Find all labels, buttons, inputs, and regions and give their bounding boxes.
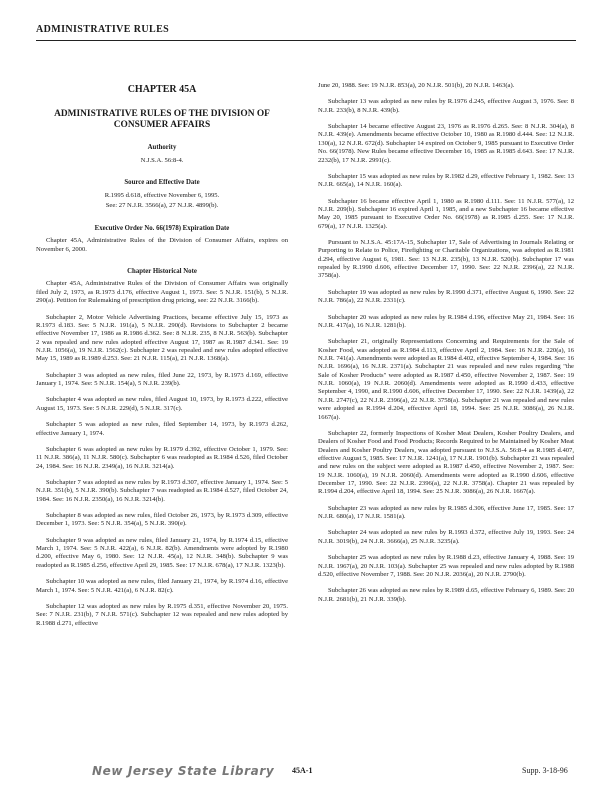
history-paragraph: Subchapter 16 became effective April 1, 1980 as R.1980 d.111. See: 11 N.J.R. 577(a), 12 N.J.R. 209(b). Subchapter 16 expired April 1, 1985, and a new Subchapter 16 became effective May 20, 1985 pursuant to Executive Order No. 66(1978) as R.1985 d.255. See: 17 N.J.R. 679(a), 17 N.J.R. 1325(a). [318,197,574,230]
history-paragraph: Subchapter 25 was adopted as new rules by R.1988 d.23, effective January 4, 1988. See: 19 N.J.R. 1967(a), 20 N.J.R. 103(a). Subchapter 25 was repealed and new rules adopted by R.1988 d.520, effective November 7, 1988. See: 20 N.J.R. 2036(a), 20 N.J.R. 2790(b). [318,554,574,578]
history-paragraph: Subchapter 2, Motor Vehicle Advertising Practices, became effective July 15, 1973 as R.1973 d.183. See: 5 N.J.R. 191(a), 5 N.J.R. 290(d). Revisions to Subchapter 2 became effective November 17, 1986 as R.1986 d.362. See: 8 N.J.R. 235, 8 N.J.R. 563(b). Subchapter 2 was repealed and new rules adopted effective August 17, 1987 as R.1987 d.341. See: 19 N.J.R. 1056(a), 19 N.J.R. 1562(c). Subchapter 2 was repealed and new rules adopted effective May 15, 1989 as R.1989 d.253. See: 21 N.J.R. 115(a), 21 N.J.R. 1368(a). [36,313,288,363]
source-section [36,179,288,210]
history-paragraph: Subchapter 20 was adopted as new rules by R.1984 d.196, effective May 21, 1984. See: 16 N.J.R. 417(a), 16 N.J.R. 1281(b). [318,313,574,329]
history-heading: Chapter Historical Note [127,267,197,275]
running-header: ADMINISTRATIVE RULES [36,24,170,35]
left-column [36,84,288,636]
history-paragraph: Chapter 45A, Administrative Rules of the Division of Consumer Affairs was originally filed July 2, 1973, as R.1973 d.176, effective August 1, 1973. See: 5 N.J.R. 151(b), 5 N.J.R. 290(a). Petition for Rulemaking of prescription drug pricing, see: 22 N.J.R. 3166(b). [36,280,288,305]
right-column [318,82,574,612]
history-paragraph: Subchapter 15 was adopted as new rules by R.1982 d.29, effective February 1, 1982. See: 13 N.J.R. 665(a), 14 N.J.R. 160(a). [318,172,574,189]
history-paragraph: Subchapter 6 was adopted as new rules by R.1979 d.392, effective October 1, 1979. See: 11 N.J.R. 386(a), 11 N.J.R. 580(c). Subchapter 6 was readopted as R.1984 d.526, filed October 24, 1984. See: 16 N.J.R. 2349(a), 16 N.J.R. 3214(a). [36,445,288,470]
page-number: 45A-1 [292,766,313,775]
source-line-2: See: 27 N.J.R. 3566(a), 27 N.J.R. 4899(b). [105,202,219,210]
history-paragraph: Subchapter 3 was adopted as new rules, filed June 22, 1973, by R.1973 d.169, effective January 1, 1974. See: 5 N.J.R. 154(a), 5 N.J.R. 239(b). [36,371,288,388]
source-line-1: R.1995 d.618, effective November 6, 1995. [104,191,220,199]
source-heading: Source and Effective Date [124,179,200,187]
chapter-title: ADMINISTRATIVE RULES OF THE DIVISION OF CONSUMER AFFAIRS [54,108,270,131]
history-paragraph: Subchapter 26 was adopted as new rules by R.1989 d.65, effective February 6, 1989. See: 20 N.J.R. 2681(b), 21 N.J.R. 339(b). [318,587,574,603]
chapter-label: CHAPTER 45A [127,84,197,95]
history-paragraph: Subchapter 24 was adopted as new rules by R.1993 d.372, effective July 19, 1993. See: 24 N.J.R. 3019(b), 24 N.J.R. 3666(a), 25 N.J.R. 3235(a). [318,529,574,545]
expiration-section [36,225,288,254]
authority-heading: Authority [147,144,177,152]
history-right-paragraphs [318,82,574,604]
history-paragraph: Subchapter 10 was adopted as new rules, filed January 21, 1974, by R.1974 d.16, effective March 1, 1974. See: 5 N.J.R. 421(a), 6 N.J.R. 82(c). [36,578,288,594]
history-paragraph: Subchapter 21, originally Representations Concerning and Requirements for the Sale of Kosher Food, was adopted as R.1984 d.113, effective April 2, 1984. See: 16 N.J.R. 220(a), 16 N.J.R. 741(a). Amendments were adopted as R.1984 d.402, effective September 4, 1984. See: 16 N.J.R. 1696(a), 16 N.J.R. 2371(a). Subchapter 21 was repealed and new rules regarding "the Sale of Kosher Products" were adopted as R.1987 d.450, effective November 2, 1987. See: 19 N.J.R. 1060(a), 19 N.J.R. 2060(d). Amendments were adopted as R.1990 d.433, effective September 4, 1990, and R.1990 d.606, effective December 17, 1990. See: 22 N.J.R. 1439(a), 22 N.J.R. 2747(c), 22 N.J.R. 2396(a), 22 N.J.R. 3758(a). Subchapter 21 was repealed and new rules were adopted as R.1994 d.204, effective April 18, 1994. See: 25 N.J.R. 3086(a), 26 N.J.R. 1667(a). [318,338,574,421]
history-paragraph: Subchapter 4 was adopted as new rules, filed August 10, 1973, by R.1973 d.222, effective August 15, 1973. See: 5 N.J.R. 229(d), 5 N.J.R. 317(c). [36,396,288,412]
history-paragraph: Subchapter 12 was adopted as new rules by R.1975 d.351, effective November 20, 1975. See: 7 N.J.R. 231(b), 7 N.J.R. 571(c). Subchapter 12 was repealed and new rules adopted by R.1988 d.271, effective [36,602,288,627]
authority-section [36,144,288,165]
history-paragraph: Subchapter 5 was adopted as new rules, filed September 14, 1973, by R.1973 d.262, effective January 1, 1974. [36,421,288,437]
authority-text: N.J.S.A. 56:8-4. [140,156,184,164]
expiration-text: Chapter 45A, Administrative Rules of the Division of Consumer Affairs, expires on November 6, 2000. [36,237,288,253]
history-paragraph: Subchapter 14 became effective August 23, 1976 as R.1976 d.265. See: 8 N.J.R. 304(a), 8 N.J.R. 439(e). Amendments became effective October 10, 1980 as R.1980 d.444. See: 12 N.J.R. 130(a), 12 N.J.R. 672(d). Subchapter 14 expired on October 9, 1985 pursuant to Executive Order No. 66(1978). New Rules became effective December 16, 1985 as R.1985 d.643. See: 17 N.J.R. 2232(b), 17 N.J.R. 2991(c). [318,123,574,164]
history-paragraph: June 20, 1988. See: 19 N.J.R. 853(a), 20 N.J.R. 501(b), 20 N.J.R. 1463(a). [318,82,515,89]
expiration-heading: Executive Order No. 66(1978) Expiration Date [94,224,230,232]
supplement-date: Supp. 3-18-96 [522,766,568,775]
header-rule [36,40,576,41]
history-paragraph: Subchapter 23 was adopted as new rules by R.1985 d.306, effective June 17, 1985. See: 17 N.J.R. 680(a), 17 N.J.R. 1581(a). [318,504,574,521]
history-left-paragraphs [36,280,288,628]
history-paragraph: Subchapter 9 was adopted as new rules, filed January 21, 1974, by R.1974 d.15, effective March 1, 1974. See: 5 N.J.R. 422(a), 6 N.J.R. 82(b). Amendments were adopted by R.1980 d.200, effective May 6, 1980. See: 12 N.J.R. 45(a), 12 N.J.R. 348(b). Subchapter 9 was readopted as R.1985 d.256, effective April 29, 1985. See: 17 N.J.R. 678(a), 17 N.J.R. 1323(b). [36,536,288,569]
history-paragraph: Subchapter 7 was adopted as new rules by R.1973 d.307, effective January 1, 1974. See: 5 N.J.R. 351(b), 5 N.J.R. 390(b). Subchapter 7 was readopted as R.1984 d.527, filed October 24, 1984. See: 16 N.J.R. 2350(a), 16 N.J.R. 3214(b). [36,478,288,503]
history-paragraph: Pursuant to N.J.S.A. 45:17A-15, Subchapter 17, Sale of Advertising in Journals Relating or Purporting to Relate to Police, Firefighting or Charitable Organizations, was adopted as R.1981 d.294, effective August 6, 1981. See: 13 N.J.R. 235(b), 13 N.J.R. 520(b). Subchapter 17 was repealed by R.1990 d.606, effective December 17, 1990. See: 22 N.J.R. 2396(a), 22 N.J.R. 3758(a). [318,239,574,280]
library-watermark: New Jersey State Library [92,764,275,778]
history-paragraph: Subchapter 22, formerly Inspections of Kosher Meat Dealers, Kosher Poultry Dealers, and Dealers of Kosher Food and Food Products; Records Required to be Maintained by Kosher Meat Dealers and Kosher Poultry Dealers, was adopted pursuant to N.J.S.A. 56:8-4 as R.1985 d.407, effective August 5, 1985. See: 17 N.J.R. 1241(a), 17 N.J.R. 1901(b). Subchapter 21 was repealed and new rules on the subject were adopted as R.1987 d.450, effective November 2, 1987. See: 19 N.J.R. 1060(a), 19 N.J.R. 2060(d). Amendments were adopted as R.1990 d.606, effective December 17, 1990. See: 22 N.J.R. 2396(a), 22 N.J.R. 3758(a). Chapter 21 was repealed by R.1994 d.204, effective April 18, 1994. See: 25 N.J.R. 3086(a), 26 N.J.R. 1667(a). [318,429,574,496]
history-paragraph: Subchapter 8 was adopted as new rules, filed October 26, 1973, by R.1973 d.309, effective December 1, 1973. See: 5 N.J.R. 354(a), 5 N.J.R. 390(e). [36,512,288,528]
history-paragraph: Subchapter 13 was adopted as new rules by R.1976 d.245, effective August 3, 1976. See: 8 N.J.R. 233(b), 8 N.J.R. 439(b). [318,98,574,114]
history-paragraph: Subchapter 19 was adopted as new rules by R.1990 d.371, effective August 6, 1990. See: 22 N.J.R. 786(a), 22 N.J.R. 2331(c). [318,288,574,305]
